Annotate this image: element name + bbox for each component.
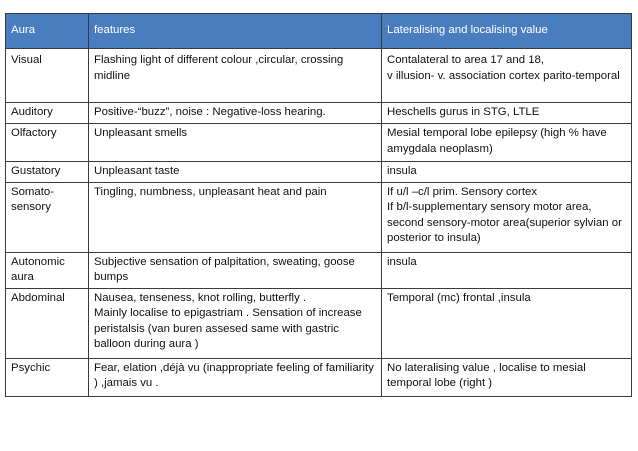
table-row — [6, 124, 632, 162]
cell-features: Unpleasant taste — [89, 162, 382, 183]
table-row — [6, 358, 632, 396]
cell-aura: Auditory — [6, 103, 89, 124]
cell-aura: Psychic — [6, 358, 89, 396]
table-row — [6, 288, 632, 358]
cell-aura: Olfactory — [6, 124, 89, 162]
cell-features: Subjective sensation of palpitation, sweating, goose bumps — [89, 252, 382, 288]
table-header-row — [6, 14, 632, 49]
cell-value: No lateralising value , localise to mesial temporal lobe (right ) — [382, 358, 632, 396]
cell-value: Mesial temporal lobe epilepsy (high % have amygdala neoplasm) — [382, 124, 632, 162]
cell-aura: Visual — [6, 49, 89, 103]
cell-features: Positive-“buzz”, noise : Negative-loss hearing. — [89, 103, 382, 124]
cell-aura: Gustatory — [6, 162, 89, 183]
header-localising-value: Lateralising and localising value — [382, 14, 632, 49]
table-row — [6, 182, 632, 252]
aura-table-container — [5, 13, 631, 397]
cell-value: If u/l –c/l prim. Sensory cortex If b/l-supplementary sensory motor area, second sensory-motor area(superior sylvian or posterior to insula) — [382, 182, 632, 252]
cell-features: Flashing light of different colour ,circular, crossing midline — [89, 49, 382, 103]
cell-value: insula — [382, 162, 632, 183]
cell-aura: Somato- sensory — [6, 182, 89, 252]
cell-aura: Autonomic aura — [6, 252, 89, 288]
cell-value: insula — [382, 252, 632, 288]
cell-features: Fear, elation ,déjà vu (inappropriate feeling of familiarity ) ,jamais vu . — [89, 358, 382, 396]
cell-aura: Abdominal — [6, 288, 89, 358]
cell-value: Contalateral to area 17 and 18, v illusion- v. association cortex parito-temporal — [382, 49, 632, 103]
table-row — [6, 162, 632, 183]
header-aura: Aura — [6, 14, 89, 49]
cell-value: Heschells gurus in STG, LTLE — [382, 103, 632, 124]
header-features: features — [89, 14, 382, 49]
table-row — [6, 103, 632, 124]
aura-table — [5, 13, 632, 397]
cell-features: Tingling, numbness, unpleasant heat and pain — [89, 182, 382, 252]
cell-features: Unpleasant smells — [89, 124, 382, 162]
table-row — [6, 252, 632, 288]
cell-features: Nausea, tenseness, knot rolling, butterfly . Mainly localise to epigastriam . Sensation of increase peristalsis (van buren assesed same with gastric balloon during aura ) — [89, 288, 382, 358]
table-row — [6, 49, 632, 103]
cell-value: Temporal (mc) frontal ,insula — [382, 288, 632, 358]
